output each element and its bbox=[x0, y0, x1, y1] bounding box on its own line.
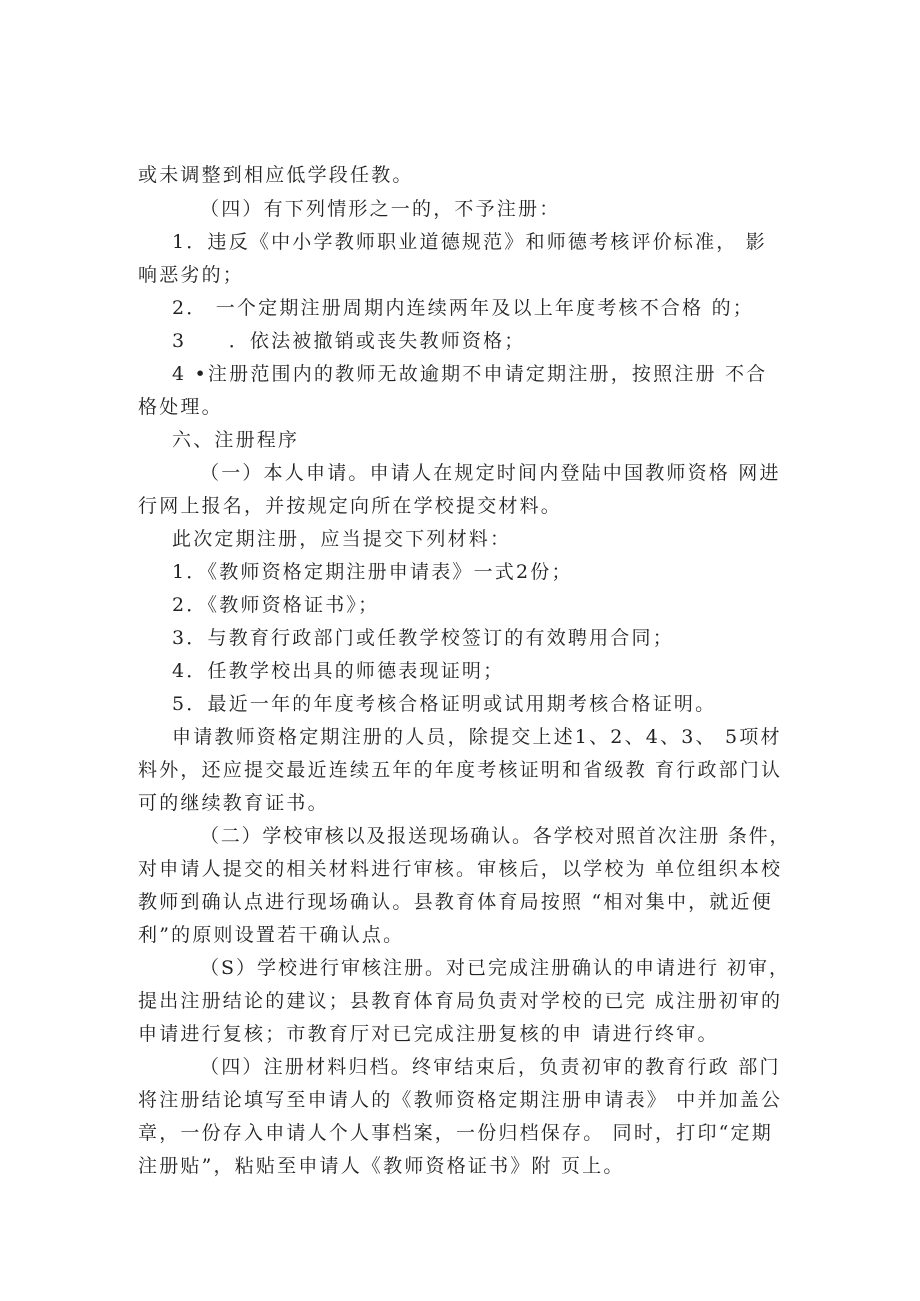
text-line: 对申请人提交的相关材料进行审核。审核后，以学校为 单位组织本校 bbox=[138, 858, 783, 880]
text-line: 2．《教师资格证书》； bbox=[172, 594, 380, 616]
text-line: （四）有下列情形之一的，不予注册： bbox=[200, 198, 561, 220]
text-line: 料外，还应提交最近连续五年的年度考核证明和省级教 育行政部门认 bbox=[138, 759, 783, 781]
text-line: 1．《教师资格定期注册申请表》一式2份； bbox=[172, 561, 573, 583]
text-line: 3．与教育行政部门或任教学校签订的有效聘用合同； bbox=[172, 627, 674, 649]
text-line: 格处理。 bbox=[138, 396, 223, 418]
text-line: 4．任教学校出具的师德表现证明； bbox=[172, 660, 505, 682]
text-line: 行网上报名，并按规定向所在学校提交材料。 bbox=[138, 495, 563, 517]
text-line: （S）学校进行审核注册。对已完成注册确认的申请进行 初审， bbox=[200, 957, 791, 979]
text-line: 申请进行复核；市教育厅对已完成注册复核的申 请进行终审。 bbox=[138, 1023, 719, 1045]
text-line: 响恶劣的； bbox=[138, 264, 245, 286]
text-line: 注册贴”，粘贴至申请人《教师资格证书》附 页上。 bbox=[138, 1155, 625, 1177]
section-heading: 六、注册程序 bbox=[172, 429, 300, 451]
text-line: 教师到确认点进行现场确认。县教育体育局按照 “相对集中，就近便 bbox=[138, 891, 773, 913]
text-line: 利”的原则设置若干确认点。 bbox=[138, 924, 405, 946]
text-line: 申请教师资格定期注册的人员，除提交上述1、2、4、3、 5项材 bbox=[172, 726, 782, 748]
text-line: 4 •注册范围内的教师无故逾期不申请定期注册，按照注册 不合 bbox=[172, 363, 768, 385]
text-line: （二）学校审核以及报送现场确认。各学校对照首次注册 条件， bbox=[200, 825, 791, 847]
text-line: 提出注册结论的建议；县教育体育局负责对学校的已完 成注册初审的 bbox=[138, 990, 783, 1012]
text-line: 或未调整到相应低学段任教。 bbox=[138, 164, 414, 186]
text-line: 1．违反《中小学教师职业道德规范》和师德考核评价标准， 影 bbox=[172, 231, 767, 253]
text-line: 3 ．依法被撤销或丧失教师资格； bbox=[172, 330, 526, 352]
text-line: 将注册结论填写至申请人的《教师资格定期注册申请表》 中并加盖公 bbox=[138, 1089, 783, 1111]
text-line: 2． 一个定期注册周期内连续两年及以上年度考核不合格 的； bbox=[172, 297, 754, 319]
text-line: （一）本人申请。申请人在规定时间内登陆中国教师资格 网进 bbox=[200, 462, 781, 484]
text-line: 章，一份存入申请人个人事档案，一份归档保存。 同时，打印“定期 bbox=[138, 1122, 773, 1144]
text-line: 此次定期注册，应当提交下列材料： bbox=[172, 528, 512, 550]
text-line: 5．最近一年的年度考核合格证明或试用期考核合格证明。 bbox=[172, 693, 717, 715]
text-line: 可的继续教育证书。 bbox=[138, 792, 329, 814]
text-line: （四）注册材料归档。终审结束后，负责初审的教育行政 部门 bbox=[200, 1056, 781, 1078]
